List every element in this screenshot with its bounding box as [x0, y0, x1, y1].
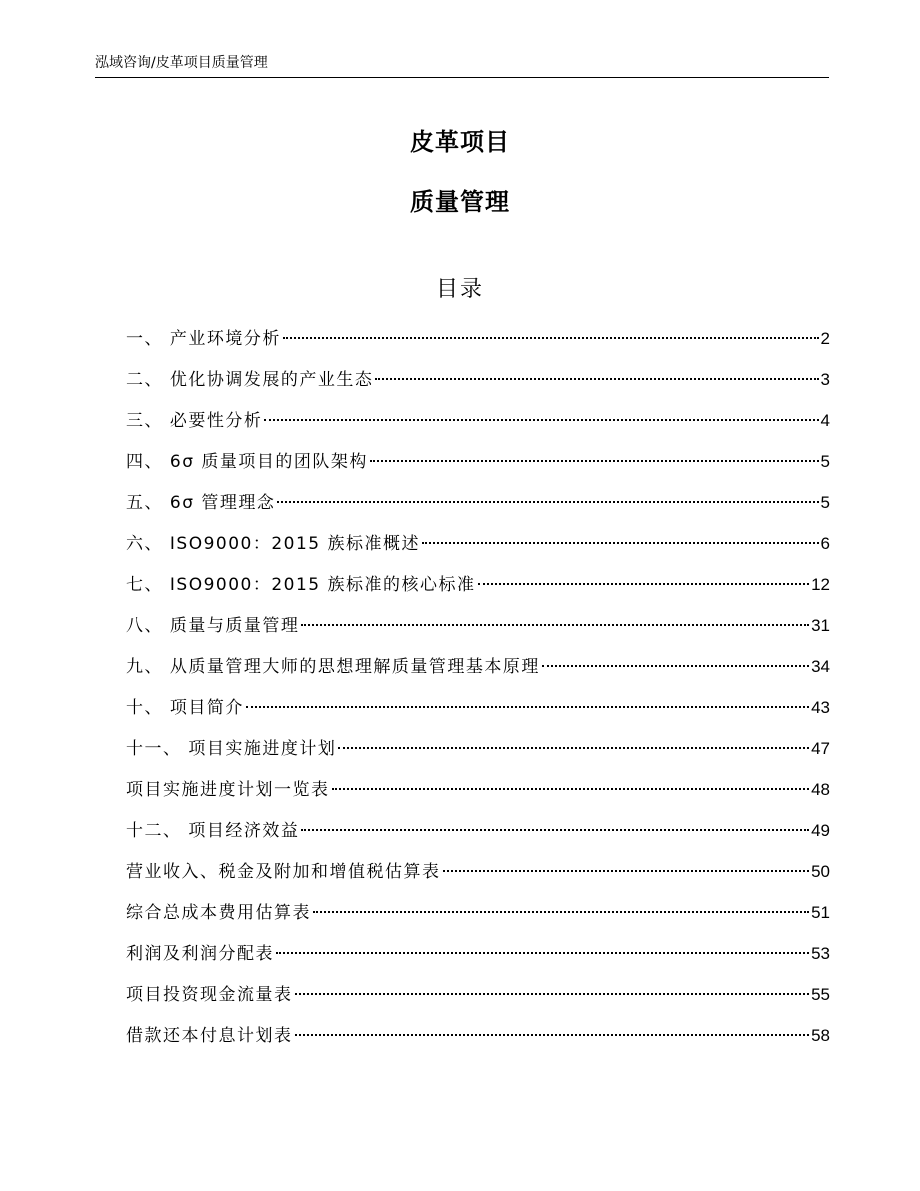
toc-entry-page: 2	[820, 329, 830, 348]
toc-entry-page: 5	[820, 452, 830, 471]
toc-entry[interactable]	[126, 611, 830, 652]
toc-entry[interactable]	[126, 652, 830, 693]
toc-entry[interactable]	[126, 775, 830, 816]
toc-entry[interactable]	[126, 816, 830, 857]
toc-leader-dots	[264, 419, 818, 421]
toc-entry-text: 项目投资现金流量表	[126, 985, 293, 1005]
toc-leader-dots	[338, 747, 809, 749]
toc-entry[interactable]	[126, 939, 830, 980]
toc-entry[interactable]	[126, 1021, 830, 1062]
toc-leader-dots	[277, 501, 818, 503]
toc-entry-text: 利润及利润分配表	[126, 944, 274, 964]
toc-leader-dots	[295, 993, 810, 995]
toc-entry-text: 营业收入、税金及附加和增值税估算表	[126, 862, 441, 882]
document-subtitle: 质量管理	[410, 188, 510, 216]
toc-leader-dots	[276, 952, 809, 954]
toc-entry-page: 3	[820, 370, 830, 389]
toc-entry-text: 二、 优化协调发展的产业生态	[126, 370, 374, 390]
toc-entry[interactable]	[126, 693, 830, 734]
toc-entry[interactable]	[126, 447, 830, 488]
toc-leader-dots	[246, 706, 809, 708]
toc-entry-page: 6	[820, 534, 830, 553]
toc-entry-text: 十一、 项目实施进度计划	[126, 739, 337, 759]
toc-entry-page: 5	[820, 493, 830, 512]
toc-entry-text: 十二、 项目经济效益	[126, 821, 300, 841]
toc-entry-page: 47	[811, 739, 830, 758]
toc-entry-text: 三、 必要性分析	[126, 411, 263, 431]
toc-entry-page: 4	[820, 411, 830, 430]
toc-entry-text: 借款还本付息计划表	[126, 1026, 293, 1046]
toc-leader-dots	[283, 337, 819, 339]
table-of-contents	[126, 324, 830, 1062]
toc-leader-dots	[295, 1034, 810, 1036]
toc-leader-dots	[375, 378, 818, 380]
toc-entry-page: 53	[811, 944, 830, 963]
toc-leader-dots	[478, 583, 810, 585]
toc-leader-dots	[301, 624, 809, 626]
toc-entry[interactable]	[126, 734, 830, 775]
toc-entry[interactable]	[126, 488, 830, 529]
toc-entry-text: 四、 6σ 质量项目的团队架构	[126, 452, 368, 472]
toc-entry-page: 49	[811, 821, 830, 840]
toc-entry-text: 九、 从质量管理大师的思想理解质量管理基本原理	[126, 657, 540, 677]
toc-entry-text: 综合总成本费用估算表	[126, 903, 311, 923]
toc-entry[interactable]	[126, 529, 830, 570]
toc-leader-dots	[301, 829, 809, 831]
toc-entry-text: 七、 ISO9000：2015 族标准的核心标准	[126, 575, 476, 595]
toc-entry-page: 50	[811, 862, 830, 881]
toc-leader-dots	[313, 911, 809, 913]
toc-leader-dots	[370, 460, 819, 462]
toc-entry-text: 八、 质量与质量管理	[126, 616, 300, 636]
toc-entry-page: 43	[811, 698, 830, 717]
toc-heading: 目录	[435, 277, 484, 302]
toc-entry[interactable]	[126, 406, 830, 447]
toc-entry[interactable]	[126, 570, 830, 611]
header-divider	[95, 77, 829, 78]
toc-entry-page: 34	[811, 657, 830, 676]
toc-entry-text: 六、 ISO9000：2015 族标准概述	[126, 534, 421, 554]
toc-leader-dots	[422, 542, 819, 544]
toc-leader-dots	[443, 870, 810, 872]
toc-entry[interactable]	[126, 857, 830, 898]
running-header: 泓域咨询/皮革项目质量管理	[95, 55, 268, 71]
toc-entry-page: 51	[811, 903, 830, 922]
toc-entry-page: 48	[811, 780, 830, 799]
toc-entry[interactable]	[126, 898, 830, 939]
toc-entry[interactable]	[126, 324, 830, 365]
toc-entry-text: 十、 项目简介	[126, 698, 244, 718]
toc-entry-page: 55	[811, 985, 830, 1004]
toc-entry-text: 项目实施进度计划一览表	[126, 780, 330, 800]
toc-entry-text: 一、 产业环境分析	[126, 329, 281, 349]
toc-entry-page: 12	[811, 575, 830, 594]
toc-entry-page: 58	[811, 1026, 830, 1045]
toc-leader-dots	[332, 788, 810, 790]
toc-entry-page: 31	[811, 616, 830, 635]
toc-leader-dots	[542, 665, 809, 667]
document-title: 皮革项目	[410, 128, 510, 156]
toc-entry[interactable]	[126, 365, 830, 406]
toc-entry[interactable]	[126, 980, 830, 1021]
toc-entry-text: 五、 6σ 管理理念	[126, 493, 276, 513]
